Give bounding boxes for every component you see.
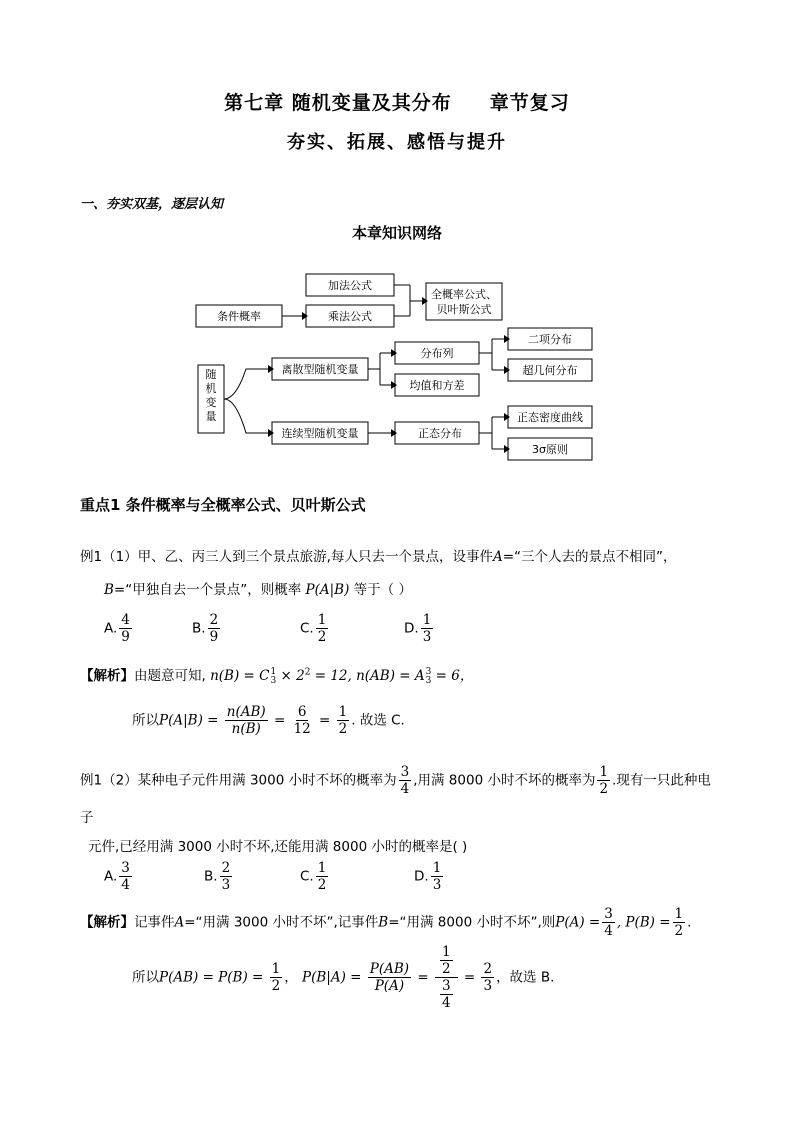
ex2-option-d-label: D. [414,868,429,885]
ex1-sol2-frac3: $\frac{1}{2}$ [338,704,348,737]
ex1-prob: P(A|B) [305,582,350,598]
ex1-option-a-frac: $\frac{4}{9}$ [121,612,130,645]
ex2-line1b: ,用满 8000 小时不坏的概率为 [413,772,596,789]
ex2-sol-end: . [687,914,692,931]
ex1-event-a: “三个人去的景点不相同”， [514,549,677,565]
node-binomial: 二项分布 [528,333,572,346]
ex2-sol-text1: 记事件 [134,914,175,931]
node-rv-char4: 量 [205,410,217,423]
knowledge-map-diagram [0,0,794,470]
ex2-question-line2: 元件,已经用满 3000 小时不坏,还能用满 8000 小时的概率是( ) [88,839,468,855]
ex2-option-b-frac: $\frac{2}{3}$ [221,860,231,893]
ex1-solution-formula: n(B) = C 1 3 × $2^2 = 12$, n(AB) = A 3 3 = 6， [210,666,474,686]
ex2-solution-label: 【解析】 [80,914,134,931]
ex1-question-line1 [80,545,677,565]
ex1-event-b-symbol: B [104,582,114,598]
ex1-option-b-frac: $\frac{2}{9}$ [209,612,219,645]
ex2-sol2-prefix: 所以 [132,969,159,986]
ex2-sol2-comma: ， [284,969,298,986]
ex2-sol2-compound-frac: 1 2 3 4 [435,944,458,1011]
ex2-option-a[interactable] [104,860,134,893]
node-total-bayes-line1: 全概率公式、 [431,288,497,301]
ex2-sol-frac-pb: $\frac{1}{2}$ [674,906,684,939]
ex2-sol-text2: =“用满 3000 小时不坏”,记事件 [184,914,379,931]
node-distribution: 分布列 [420,347,454,360]
ex2-option-a-frac: $\frac{3}{4}$ [121,860,130,893]
ex2-question-line1 [80,764,711,797]
key-point-heading: 重点1 条件概率与全概率公式、贝叶斯公式 [80,496,366,514]
node-discrete: 离散型随机变量 [281,363,359,376]
chapter-title-main: 第七章 随机变量及其分布 [224,92,452,114]
node-three-sigma: 3σ原则 [532,443,568,456]
chapter-subtitle: 夯实、拓展、感悟与提升 [287,132,507,153]
node-normal: 正态分布 [418,427,462,440]
node-conditional: 条件概率 [217,310,261,323]
node-normal-curve: 正态密度曲线 [517,411,583,424]
node-rv-char2: 机 [205,382,217,395]
ex2-option-a-label: A. [104,868,118,885]
ex2-solution-line2 [132,944,554,1011]
ex1-option-a-label: A. [104,620,118,637]
ex1-sol2-prefix: 所以 [132,712,159,729]
ex2-option-d-frac: $\frac{1}{3}$ [432,860,442,893]
ex2-sol-frac-pa: $\frac{3}{4}$ [604,906,613,939]
ex2-sol2-tail: ，故选 B. [496,969,555,986]
ex2-sol2-frac-result: $\frac{2}{3}$ [483,961,493,994]
ex2-sol-text3: =“用满 8000 小时不坏”,则 [388,914,556,931]
knowledge-map-title: 本章知识网络 [351,224,442,242]
ex1-sol2-lhs: P(A|B) = [159,712,219,729]
ex1-option-d[interactable] [404,612,435,645]
ex2-sol2-eq1: = [417,969,429,986]
section-heading-1: 一、夯实双基，逐层认知 [80,197,224,212]
ex2-option-b[interactable] [204,860,234,893]
ex2-sol2-pab: P(AB) = P(B) = [159,969,264,986]
ex2-event-a-symbol: A [174,914,185,931]
node-rv-char1: 随 [205,368,217,381]
ex1-event-b: =“甲独自去一个景点”，则概率 [113,582,302,598]
ex2-option-d[interactable] [414,860,445,893]
ex2-sol-pb: , P(B) = [616,914,671,931]
node-continuous: 连续型随机变量 [281,427,359,440]
ex1-sol2-frac1: $\frac{n(AB)}{n(B)}$ [226,704,266,737]
ex2-sol2-eq2: = [463,969,476,986]
ex2-option-c-label: C. [300,868,314,885]
node-addition: 加法公式 [328,279,372,292]
ex1-option-d-label: D. [404,620,419,637]
ex1-eq: = [502,549,515,565]
ex1-option-b-label: B. [192,620,206,637]
ex1-option-d-frac: $\frac{1}{3}$ [422,612,432,645]
ex1-question-line2 [104,578,412,598]
ex2-line1d: 子 [80,810,94,826]
ex1-option-c[interactable] [300,612,330,645]
ex1-event-a-symbol: A [492,549,503,565]
ex1-option-a[interactable] [104,612,134,645]
ex2-event-b-symbol: B [378,914,389,931]
ex1-label: 例1（1）甲、乙、丙三人到三个景点旅游,每人只去一个景点，设事件 [80,549,493,565]
node-total-bayes-line2: 贝叶斯公式 [436,303,492,316]
node-rv-char3: 变 [205,396,217,409]
ex2-sol2-frac-ratio: $\frac{P(AB)}{P(A)}$ [369,961,410,994]
ex1-option-c-label: C. [300,620,314,637]
ex1-solution-label: 【解析】 [80,668,134,684]
ex2-solution-line1 [80,906,691,939]
ex1-tail: 等于（ ） [353,582,412,598]
ex2-option-b-label: B. [204,868,218,885]
ex2-option-c[interactable] [300,860,330,893]
ex2-option-c-frac: $\frac{1}{2}$ [317,860,327,893]
ex1-sol2-tail: . 故选 C. [351,712,405,729]
ex2-line1a: 例1（2）某种电子元件用满 3000 小时不坏的概率为 [80,772,397,789]
ex2-frac1: $\frac{3}{4}$ [400,764,410,797]
chapter-title-section: 章节复习 [489,92,570,114]
ex2-sol2-pba: P(B|A) = [302,969,362,986]
ex1-solution-line1 [80,664,473,686]
ex1-sol2-eq2: = [319,712,331,729]
ex1-sol2-eq1: = [273,712,286,729]
node-multiplication: 乘法公式 [328,310,372,323]
ex1-option-b[interactable] [192,612,222,645]
ex2-line1c: .现有一只此种电 [612,772,711,789]
ex1-solution-text: 由题意可知, [134,668,206,684]
node-hypergeo: 超几何分布 [522,364,578,377]
ex1-sol2-frac2: $\frac{6}{12}$ [293,704,311,737]
node-mean-var: 均值和方差 [409,379,465,392]
ex2-sol-pa: P(A) = [555,914,601,931]
ex2-frac2: $\frac{1}{2}$ [599,764,609,797]
ex1-option-c-frac: $\frac{1}{2}$ [317,612,327,645]
ex2-sol2-frac-half: $\frac{1}{2}$ [271,961,281,994]
ex1-solution-line2 [132,704,405,737]
